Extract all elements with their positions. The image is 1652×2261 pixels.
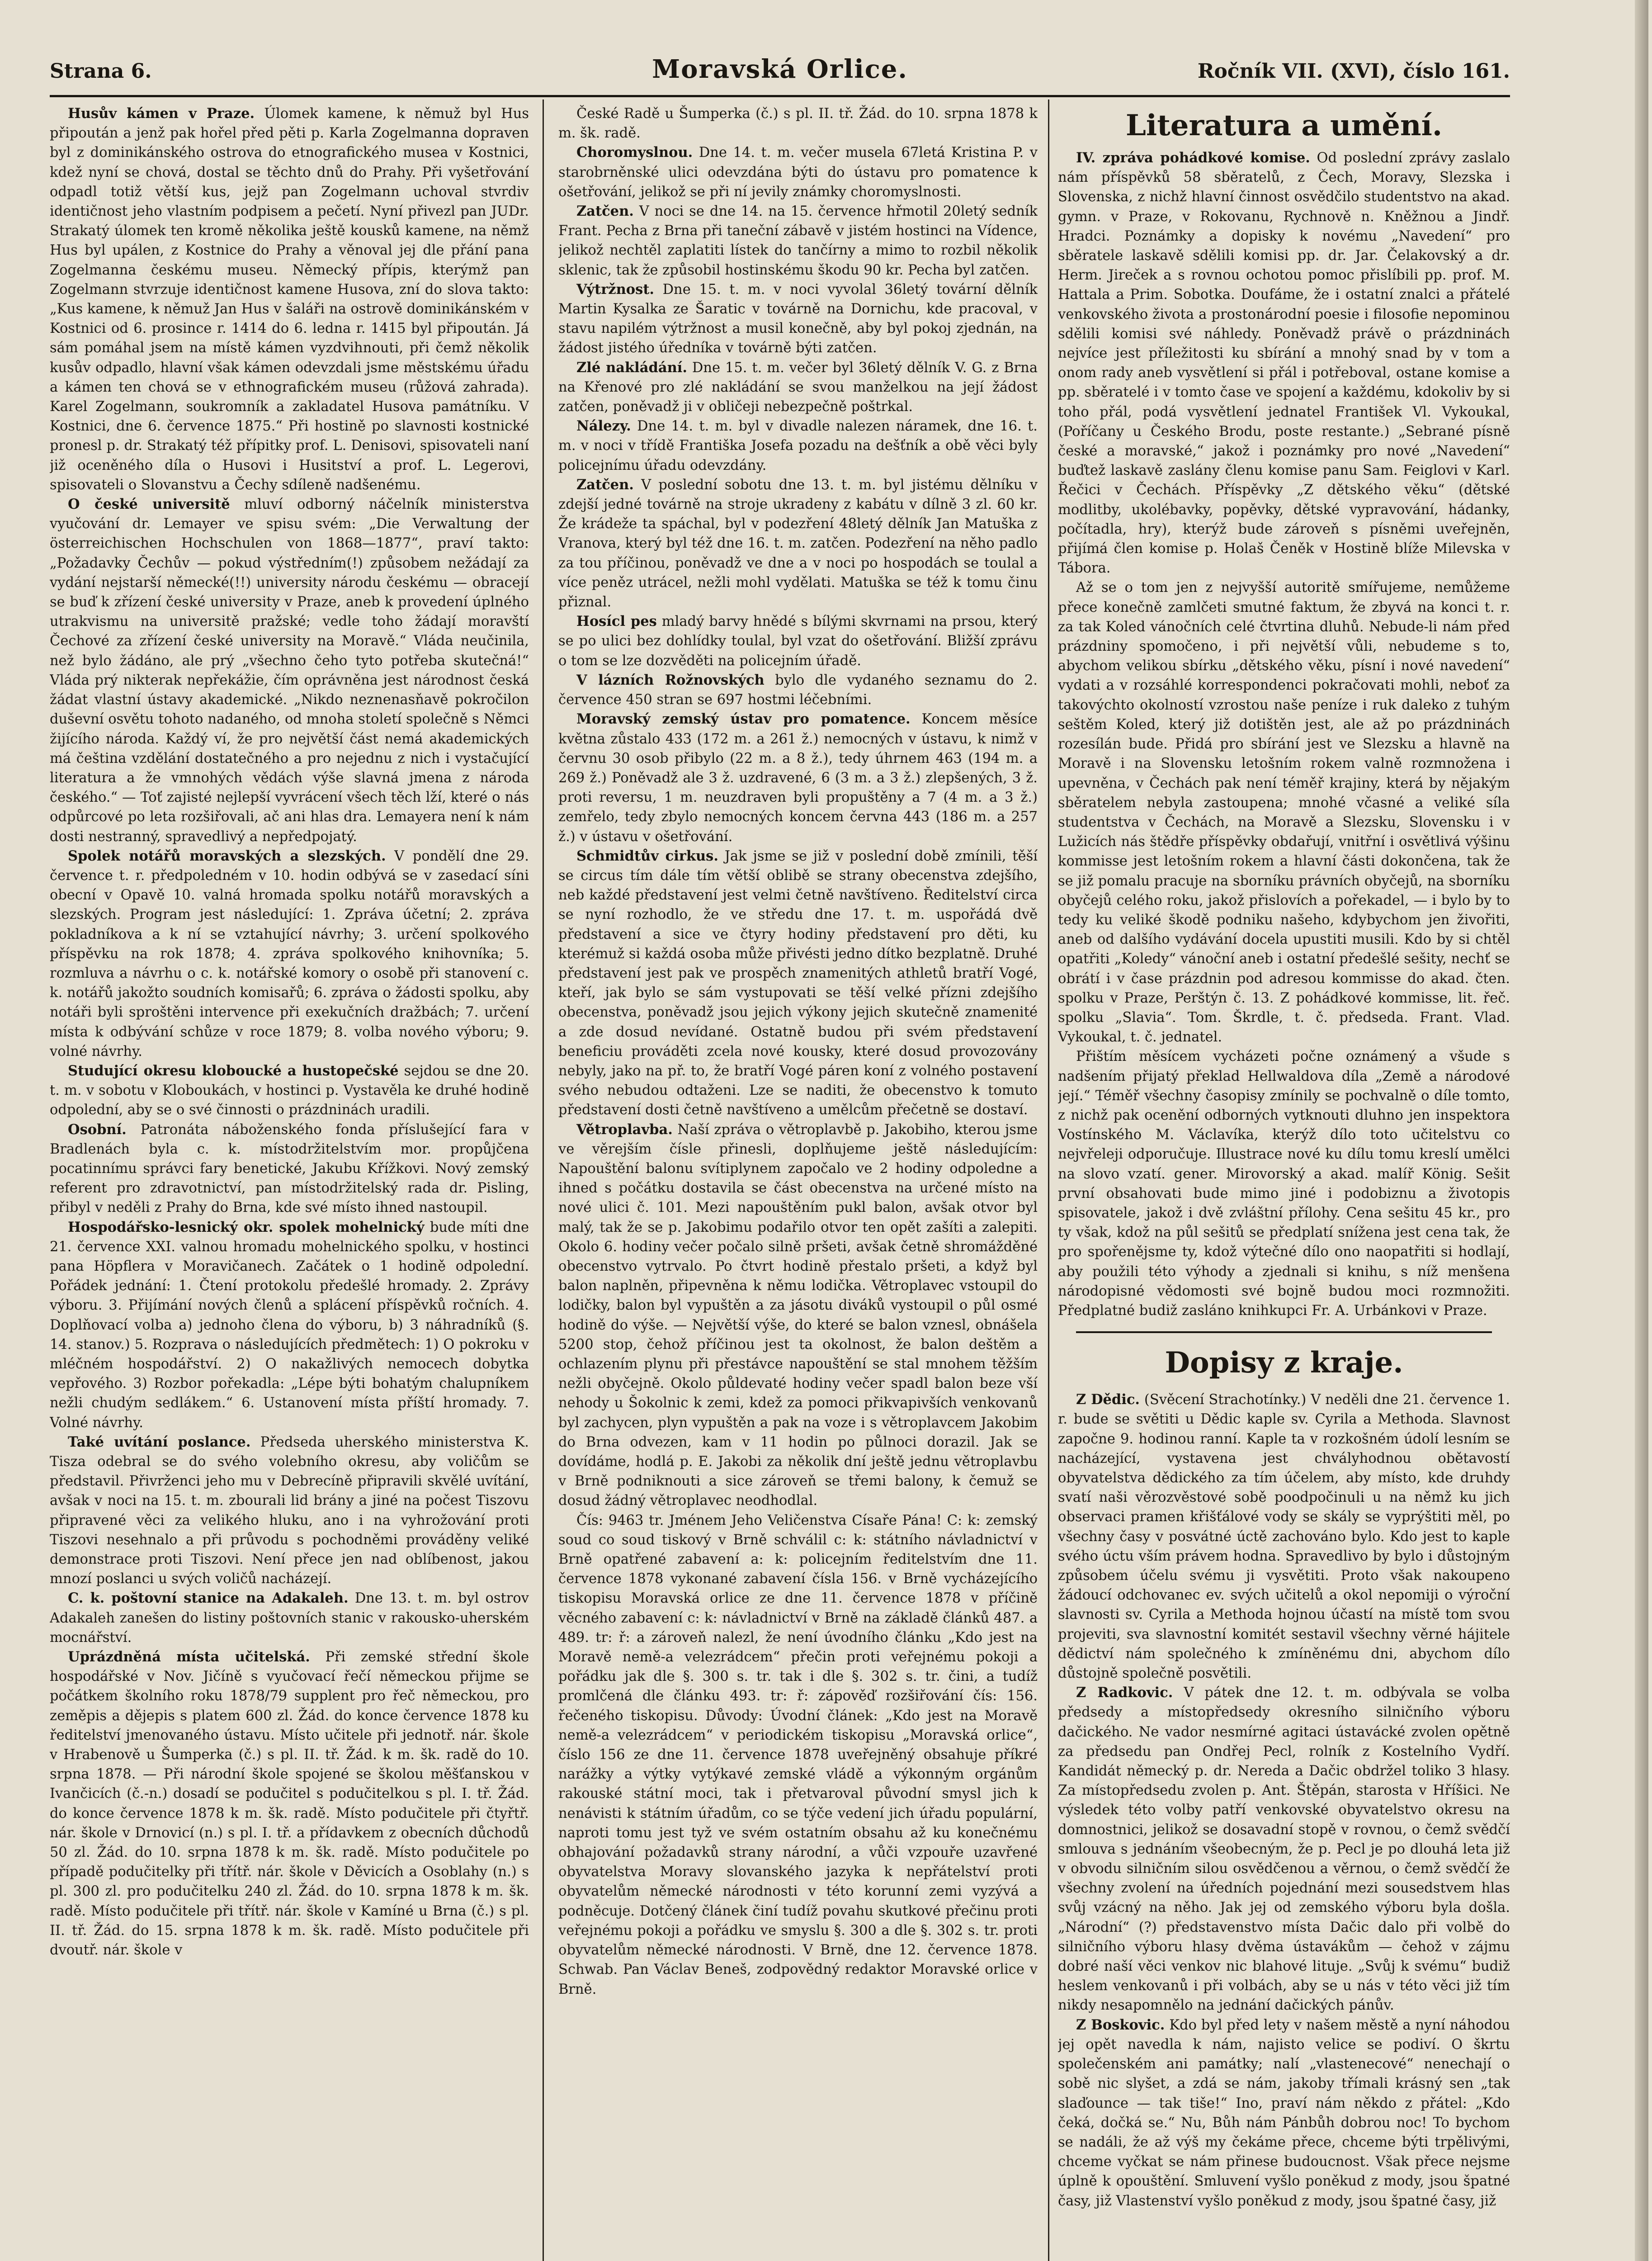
article bbox=[50, 1061, 529, 1120]
article bbox=[558, 710, 1038, 846]
column-2 bbox=[558, 104, 1038, 2261]
article bbox=[50, 1647, 529, 1960]
article-heading: C. k. poštovní stanice na Adakaleh. bbox=[68, 1590, 349, 1607]
column-rule bbox=[1048, 99, 1049, 2261]
article bbox=[1058, 1390, 1510, 1683]
article-heading: Hosícl pes bbox=[576, 613, 657, 630]
article-heading: O české universitě bbox=[68, 496, 230, 513]
article-text: Dne 14. t. m. večer musela 67letá Kristina P. v starobrněnské ulici odevzdána býti do ústavu pro pomatence k ošetřování, jelikož se při ní jevily známky choromyslnosti. bbox=[558, 145, 1038, 200]
article-text: Při zemské střední škole hospodářské v Nov. Jičíně s vyučovací řečí německou přijme se počátkem školního roku 1878/79 supplent pro řeč německou, pro zeměpis a dějepis s platem 600 zl. Žád. do konce července 1878 ku ředitelství jmenovaného ústavu. Místo učitele při jednotř. nár. škole v Hrabenově u Šumperka (č.) s pl. II. tř. Žád. k m. šk. radě do 10. srpna 1878. — Při národní škole spojené se školou měšťanskou v Ivančicích (č.-n.) dosadí se podučitel s podučitelkou s pl. I. tř. Žád. do konce července 1878 k m. šk. radě. Místo podučitele při čtyřtř. nár. škole v Drnovicí (n.) s pl. I. tř. a přídavkem z obecních důchodů 50 zl. Žád. do 10. srpna 1878 k m. šk. radě. Místo podučitele po případě podučitelky při třítř. nár. škole v Děvicích a Osoblahy (n.) s pl. 300 zl. pro podučitelku 240 zl. Žád. do 10. srpna 1878 k m. šk. radě. Místo podučitele při třítř. nár. škole v Kamíné u Brna (č.) s pl. II. tř. Žád. do 15. srpna 1878 k m. šk. radě. Místo podučitele při dvoutř. nár. škole v bbox=[50, 1649, 529, 1958]
article-text: V pátek dne 12. t. m. odbývala se volba předsedy a místopředsedy okresního silničního výboru dačického. Ne vador nesmírné agitaci ústavácké zvolen opětně za předsedu pan Ondřej Pecl, rolník z Kostelního Vydří. Kandidát německý p. dr. Nereda a Dačic obdržel toliko 3 hlasy. Za místopředsedu zvolen p. Ant. Štěpán, starosta v Hříšici. Ne výsledek této volby patří venkovské obyvatelstvo okresu na domnostnici, jelikož se dosavadní stopě v rovnou, o čemž svědčí smlouva s jednáním všeobecným, že p. Pecl je po dlouhá leta již v obvodu silničním silou osvědčenou a věrnou, o čemž svědčí že všechny zvolení na úředních pojednání mezi sousedstvem hlas svůj vzácný na něho. Jak jej od zemského výboru byla došla. „Národní“ (?) představenstvo místa Dačic dalo při volbě do silničního výboru hlasy dvěma ústavákům — čehož v zájmu dobré naší věci venkov nic blahové lituje. „Svůj k svému“ budiž heslem venkovanů i při volbách, aby se u nás v této věci již tím nikdy nesapomnělo na jednání dačických pánův. bbox=[1058, 1685, 1510, 2014]
article-heading: Schmidtův cirkus. bbox=[576, 847, 718, 864]
article bbox=[50, 1433, 529, 1589]
article-text: Od poslední zprávy zaslalo nám příspěvků 58 sběratelů, z Čech, Moravy, Slezska i Slovenska, z nichž hlavní činnost osvědčilo studentstvo na akad. gymn. v Praze, v Rokovanu, Rychnově n. Kněžnou a Jindř. Hradci. Poznámky a dopisky k novému „Navedení“ pro sběratele laskavě sdělili komisi pp. dr. Jar. Čelakovský a dr. Herm. Jireček a s rovnou ochotou pomoc přislíbili pp. prof. M. Hattala a Prim. Sobotka. Doufáme, že i ostatní znalci a přátelé venkovského života a prostonárodní poesie i filosofie nepominou sdělili komisi své náhledy. Poněvadž právě o prázdninách nejvíce jest příležitosti ku sbírání a mnohý snad by v tom a onom rady aneb vysvětlení si přál i potřeboval, ostane komise a pp. sběratelé i v tomto čase ve spojení a každému, kdokoliv by si toho přál, podá vysvětlení jednatel František Vl. Vykoukal, (Poříčany u Českého Brodu, poste restante.) „Sebrané písně české a moravské,“ jakož i poznámky pro nové „Navedení“ buďtež laskavě zaslány členu komise panu Sam. Feiglovi v Karl. Řečici v Čechách. Příspěvky „Z dětského věku“ (dětské modlitby, ukolébavky, popěvky, dětské vypravování, hádanky, počítadla, hry), kterýž bude zároveň s písněmi uveřejněn, přijímá člen komise p. Holaš Čeněk v Hostině blíže Milevska v Tábora. bbox=[1058, 150, 1510, 577]
article bbox=[50, 495, 529, 847]
article bbox=[50, 847, 529, 1061]
article-text: Dne 15. t. m. v noci vyvolal 36letý tovární dělník Martin Kysalka ze Šaratic v továrně na Dornichu, kde pracoval, v stavu napilém výtržnost a musil konečně, aby byl pokoj zjednán, na žádost jistého úředníka v továrně býti zatčen. bbox=[558, 281, 1038, 356]
article bbox=[558, 475, 1038, 612]
article bbox=[50, 104, 529, 495]
article-text: Dne 13. t. m. byl ostrov Adakaleh zanešen do listiny poštovních stanic v rakousko-uherském mocnářství. bbox=[50, 1590, 529, 1646]
article bbox=[558, 671, 1038, 710]
article-text: Jak jsme se již v poslední době zmínili, těší se circus tím dále tím větší oblibě se strany obecenstva zdejšího, neb každé představení jest velmi četně navštíveno. Ředitelství circa se nyní rozhodlo, že ve středu dne 17. t. m. uspořádá dvě představení a sice ve čtyry hodiny představení pro děti, ku kterémuž si každá osoba může přivésti jedno dítko bezplatně. Druhé představení jest pak ve prospěch znamenitých athletů bratří Vogé, kteří, jak bylo se sám vystupovati se těší velké přízni zdejšího obecenstva, poněvadž jsou jejich výkony jejich skutečně znamenité a zde dosud nevídané. Ostatně budou při svém představení beneficiu prováděti zcela nové kousky, které dosud provozovány nebyly, jako na př. to, že bratří Vogé páren koní z volného postavení svého nebudou odtaženi. Lze se naditi, že obecenstvo k tomuto představení dosti četně navštíveno a umělcům přečetně se dostaví. bbox=[558, 848, 1038, 1118]
article-heading: Výtržnost. bbox=[576, 281, 655, 298]
article-heading: Zatčen. bbox=[576, 476, 634, 493]
article-text: Patronáta náboženského fonda příslušející fara v Bradlenách byla c. k. místodržitelstvím mor. propůjčena pocatinnímu správci fary benetické, Jakubu Křížkovi. Nový zemský referent pro zdravotnictví, pan místodržitelský rada dr. Pisling, přibyl v neděli z Prahy do Brna, kde své místo ihned nastoupil. bbox=[50, 1121, 529, 1216]
article bbox=[1058, 2015, 1510, 2211]
article bbox=[50, 1589, 529, 1647]
article-heading: Zlé nakládání. bbox=[576, 359, 687, 376]
article-text: (Svěcení Strachotínky.) V neděli dne 21. července 1. r. bude se světiti u Dědic kaple sv. Cyrila a Methoda. Slavnost započne 9. hodinou ranní. Kaple ta v rozkošném údolí lesním se nacházející, vystavena jest chvályhodnou obětavostí obyvatelstva dědického za tím účelem, aby místo, kde druhdy svatí naši věrozvěstové sobě poodpočinuli u na němž ku jich observaci pramen křišťálové vody se skály se vyprýštiti měl, po všechny časy v posvátné úctě zachováno bylo. Kdo jest to kaple svého úctu vším právem hodna. Spravedlivo by bylo i důstojným způsobem účelu svému ji vysvětiti. Proto však nakoupeno žádoucí odchovanec ev. svých učitelů a okol nepomiji o výroční slavnosti sv. Cyrila a Methoda hojnou účastí na místě tom svou projeviti, sva slavnostní komitét sestavil všechny věrné hájitele dědictví nám společného k zmíněnému dni, abychom dílo důstojně společně posvětili. bbox=[1058, 1392, 1510, 1682]
article-text: České Radě u Šumperka (č.) s pl. II. tř. Žád. do 10. srpna 1878 k m. šk. radě. bbox=[558, 106, 1038, 142]
article bbox=[558, 1120, 1038, 1511]
article-text: Kdo byl před lety v našem městě a nyní náhodou jej opět navedla k nám, najisto velice se podiví. O škrtu společenském ani památky; nalí „vlastenecové“ nenechají o sobě nic slyšet, a zdá se nám, jakoby třímali krásný sen „tak slaďounce — tak tiše!“ Ino, praví nám někdo z přátel: „Kdo čeká, dočká se.“ Nu, Bůh nám Pánbůh dobrou noc! To bychom se nadáli, že až výš my čekáme přece, chceme býti trpělivými, chceme vyčkat se nám přinese budoucnost. Však přece nejsme úplně k opouštění. Smluvení vyšlo poněkud z mody, jsou špatné časy, již Vlastenství vyšlo poněkud z mody, jsou špatné časy, již bbox=[1058, 2017, 1510, 2209]
article bbox=[50, 1218, 529, 1433]
article-text: Dne 14. t. m. byl v divadle nalezen náramek, dne 16. t. m. v noci v třídě Františka Josefa pozadu na dešťník a obě věci byly policejnímu úřadu odevzdány. bbox=[558, 418, 1038, 473]
article bbox=[558, 143, 1038, 202]
article-heading: Studující okresu kloboucké a hustopečské bbox=[68, 1062, 399, 1079]
article-heading: IV. zpráva pohádkové komise. bbox=[1076, 150, 1310, 166]
article bbox=[558, 1511, 1038, 1999]
article-heading: V lázních Rožnovských bbox=[576, 672, 765, 688]
article-text: Naší zpráva o větroplavbě p. Jakobiho, kterou jsme ve věrejším čísle přinesli, doplňujeme ještě následujícím: Napouštění balonu svítiplynem započalo ve 2 hodiny odpoledne a ihned s počátku dostavila se část obecenstva na určené místo na nové ulici č. 101. Mezi napouštěním pukl balon, avšak otvor byl malý, tak že se p. Jakobimu podařilo otvor ten opět zašíti a zalepiti. Okolo 6. hodiny večer počalo silně pršeti, avšak četně shromážděné obecenstvo vytrvalo. Po čtvrt hodině přestalo pršeti, a když byl balon naplněn, připevněna k němu lodička. Větroplavec vstoupil do lodičky, balon byl vypuštěn a za jásotu diváků vystoupil o půl osmé hodině do výše. — Největší výše, do které se balon vznesl, obnášela 5200 stop, čehož příčinou jest ta okolnost, že balon deštěm a ochlazením plynu při přestávce napouštění se stal mnohem těžším nežli obyčejně. Okolo půldevaté hodiny večer spadl balon beze vší nehody u Šokolnic k zemi, kdež za pomoci přikvapivších venkovanů byl zachycen, plyn vypuštěn a pak na voze i s větroplavcem Jakobim do Brna odvezen, kam v 11 hodin po půlnoci dorazil. Jak se dovídáme, hodlá p. E. Jakobi za několik dní ještě jednu větroplavbu v Brně podniknouti a sice zároveň se třemi balony, k čemuž se dosud žádný větroplavec neodhodlal. bbox=[558, 1121, 1038, 1509]
article-heading: Osobní. bbox=[68, 1121, 127, 1138]
section-title: Literatura a umění. bbox=[1125, 109, 1443, 142]
newspaper-title: Moravská Orlice. bbox=[652, 54, 908, 84]
article-heading: Větroplavba. bbox=[576, 1121, 673, 1138]
article-text: V pondělí dne 29. července t. r. předpoledném v 10. hodin odbývá se v zasedací síni obecní v Opavě 10. valná hromada spolku notářů moravských a slezských. Program jest následující: 1. Zpráva účetní; 2. zpráva pokladníkova a k ní se vztahující návrhy; 3. určení spolkového příspěvku na rok 1878; 4. zpráva spolkového knihovníka; 5. rozmluva a návrhu o c. k. notářské komory o osobě při stanovení c. k. notářů jakožto soudních komisařů; 6. zpráva o žádosti spolku, aby notáři byli sproštěni intervence při exekučních dražbách; 7. určení místa k odbývání schůze v roce 1879; 8. volba nového výboru; 9. volné návrhy. bbox=[50, 848, 529, 1060]
article-text: Až se o tom jen z nejvyšší autoritě smířujeme, nemůžeme přece konečně zamlčeti smutné faktum, že zbyvá na konci t. r. za tak Koled vánočních celé čtvrtina dluhů. Nebude-li nám před prázdniny spomočeno, i při největší vůli, nebudeme s to, abychom velikou sbírku „dětského věku, písní i nové navedení“ vydati a v rozsáhlé korrespondenci pokračovati mohli, neboť za takovýchto okolností vzrostou naše peníze i ruk daleko z tuhým seštěm Koled, který již dotištěn jest, ale až po prázdninách rozesílán bude. Přidá pro sbírání jest ve Slezsku a hlavně na Moravě i na Slovensku letošním rokem valně rozmnožena i upevněna, v Čechách pak není téměř krajiny, která by nějakým sběratelem nebyla zastoupena; mnohé včasné a veliké síla studentstva v Čechách, na Moravě a Slezsku, Slovensku i v Lužicích nás štědře příspěvky obdařují, vnitřní i osvětlivá výšinu kommisse jest letošním rokem a hlavní části dokončena, tak že se již pomalu pracuje na sborníku právních obyčejů, na sborníku obyčejů celého roku, jakož přislovích a pořekadel, — i bylo by to tedy ku veliké škodě podniku našeho, kdybychom jen živořiti, aneb od dalšího vydávání docela upustiti musili. Kdo by si chtěl opatřiti „Koledy“ vánoční aneb i ostatní předešlé sešity, nechť se obrátí i v čase prázdnin pod adresou kommisse do akad. čten. spolku v Praze, Perštýn č. 13. Z pohádkové kommisse, lit. řeč. spolku „Slavia“. Tom. Škrdle, t. č. předseda. Frant. Vlad. Vykoukal, t. č. jednatel. bbox=[1058, 580, 1510, 1045]
article-heading: Hospodářsko-lesnický okr. spolek mohelnický bbox=[68, 1219, 425, 1235]
article-text: Úlomek kamene, k němuž byl Hus připoután a jenž pak hořel před pěti p. Karla Zogelmanna dopraven byl z dominikánského ostrova do etnografického musea v Kostnici, kdež nyní se chová, dostal se těchto dnů do Prahy. Při vyšetřování odpadl totiž větší kus, jejž pan Zogelmann uchoval stvrdiv identičnost jeho vlastním podpisem a pečetí. Nyní přivezl pan JUDr. Strakatý úlomek ten kromě několika ještě kousků kamene, na němž Hus byl upálen, z Kostnice do Prahy a věnoval jej dle přání pana Zogelmanna českému museu. Německý přípis, kterýmž pan Zogelmann stvrzuje identičnost kamene Husova, zní do slova takto: „Kus kamene, k němuž Jan Hus v šaláři na ostrově dominikánském v Kostnici od 6. prosince r. 1414 do 6. ledna r. 1415 byl připoután. Já sám pomáhal jsem na místě kámen vyzdvihnouti, při čemž několik kusův odpadlo, hlavní však kámen odevzdali jsme městskému úřadu a kámen ten chová se v ethnografickém museu (růžová zahrada). Karel Zogelmann, soukromník a zakladatel Husova památníku. V Kostnici, dne 6. července 1875.“ Při hostině po slavnosti kostnické pronesl p. dr. Strakatý též přípitky prof. L. Denisovi, spisovateli naní již oceněného díla o Husovi i Husitství a prof. L. Legerovi, spisovateli o Slovanstvu a Čechy sdíleně nadšenému. bbox=[50, 106, 529, 493]
article-text: mladý barvy hnědé s bílými skvrnami na prsou, který se po ulici bez dohlídky toulal, byl vzat do ošetřování. Bližší zprávu o tom se lze dozvěděti na policejním úřadě. bbox=[558, 614, 1038, 669]
article bbox=[1058, 148, 1510, 578]
column-1 bbox=[50, 104, 529, 2261]
section-divider bbox=[1076, 1331, 1492, 1333]
section-title: Dopisy z kraje. bbox=[1165, 1346, 1403, 1380]
article-heading: Také uvítání poslance. bbox=[68, 1433, 251, 1450]
article bbox=[558, 612, 1038, 671]
article-text: bude míti dne 21. července XXI. valnou hromadu mohelnického spolku, v hostinci pana Höpflera v Moravičanech. Začátek o 1 hodině odpolední. Pořádek jednání: 1. Čtení protokolu předešlé hromady. 2. Zprávy výboru. 3. Přijímání nových členů a splácení příspěvků ročních. 4. Doplňovací volba a) jednoho člena do výboru, b) 3 náhradníků (§. 14. stanov.) 5. Rozprava o následujících předmětech: 1) O pokroku v mléčném hospodářství. 2) O nakažlivých nemocech dobytka vepřového. 3) Rozbor pořekadla: „Lépe býti bohatým chalupníkem nežli chudým sedlákem.“ 6. Ustanovení místa příští hromady. 7. Volné návrhy. bbox=[50, 1219, 529, 1431]
article bbox=[558, 202, 1038, 280]
article-heading: Choromyslnou. bbox=[576, 144, 693, 161]
column-3 bbox=[1058, 104, 1510, 2261]
article bbox=[558, 358, 1038, 417]
article-text: bylo dle vydaného seznamu do 2. července 450 stran se 697 hostmi léčebními. bbox=[558, 672, 1038, 708]
article-heading: Z Boskovic. bbox=[1076, 2016, 1165, 2033]
article-text: V noci se dne 14. na 15. července hřmotil 20letý sedník Frant. Pecha z Brna při taneční zábavě v jistém hostinci na Vídence, jelikož nechtěl zaplatiti lístek do tančírny a mimo to rozbil několik sklenic, tak že způsobil hostinskému škodu 90 kr. Pecha byl zatčen. bbox=[558, 203, 1038, 278]
article-heading: Husův kámen v Praze. bbox=[68, 105, 255, 122]
article-heading: Z Dědic. bbox=[1076, 1391, 1140, 1408]
article-text: mluví odborný náčelník ministerstva vyučování dr. Lemayer ve spisu svém: „Die Verwaltung der österreichischen Hochschulen von 1868—1877“, praví takto: „Požadavky Čechův — pokud výstředním(!) způsobem nežádají za vydání nejstarší německé(!!) university národu českému — obracejí se buď k zřízení české university v Praze, aneb k provedení úplného utrakvismu na universitě pražské; vedle toho žádají moravští Čechové za zřízení české university na Moravě.“ Vláda neučinila, než bylo žádáno, ale prý „všechno čeho tyto potřeba skutečná!“ Vláda prý nikterak nepřekážie, čím oprávněna jest národnost česká žádat vlastní ústavy akademické. „Nikdo neznenasňavě pokročilon duševní osvětu tohoto nadaného, od mnoha století společně s Němci žijícího národa. Každý ví, že pro největší část nemá akademických má čeština vzdělání dostatečného a pro nejednu z nich i vystačující literatura a že vmnohých vědách výše slavná jmena z národa českého.“ — Toť zajisté nejlepší vyvrácení všech těch lží, které o nás odpůrcové po leta rozšiřovali, ač ani hlas dra. Lemayera není k nám dosti nestranný, spravedlivý a nepředpojatý. bbox=[50, 497, 529, 845]
page-number: Strana 6. bbox=[50, 60, 152, 83]
article-text: Předseda uherského ministerstva K. Tisza odebral se do svého volebního okresu, aby voličům se představil. Přivrženci jeho mu v Debrecíně připravili skvělé uvítání, avšak v noci na 15. t. m. zbourali lid brány a jiné na počest Tiszovu připravené věci za velikého hluku, ano i na vyhrožování proti Tiszovi nesehnalo a při průvodu s pochodněmi prováděny veliké demonstrace proti Tiszovi. Není přece jen nad oblíbenost, jakou mnozí poslanci u svých voličů nacházejí. bbox=[50, 1434, 529, 1587]
article-text: Čís: 9463 tr. Jménem Jeho Veličenstva Císaře Pána! C: k: zemský soud co soud tiskový v Brně schválil c: k: státního návladnictví v Brně opatřené zabavení a: k: policejním ředitelstvím dne 11. července 1878 vykonané zabavení čísla 156. v Brně vycházejícího tiskopisu Moravská orlice ze dne 11. července 1878 v příčině věcného zabavení c: k: návladnictví v Brně na základě článků 487. a 489. tr: ř: a zároveň nalezl, že není úvodního článku „Kdo jest na Moravě nemě-a velezrádcem“ přečin proti veřejnému pokoji a pořádku jak dle §. 300 s. tr. tak i dle §. 302 s. tr. čini, a tudíž promlčená dle článku 493. tr: ř: zápověď rozšiřování čís: 156. řečeného tiskopisu. Důvody: Úvodní článek: „Kdo jest na Moravě nemě-a velezrádcem“ v periodickém tiskopisu „Moravská orlice“, číslo 156 ze dne 11. července 1878 uveřejněný obsahuje příkré narážky a výtky vytýkavé zemské vládě a výkonným orgánům rakouské státní moci, tak i přetvaroval původní smysl jich k nenávisti k státním úřadům, co se týče vedení jich úřadu populární, naproti tomu jest tyž ve svém ostatním obsahu až ku konečnému obhajování požadavků strany národní, a vůči vzpouře uzavřené obyvatelstva Moravy slovanského jazyka k nepřátelství proti obyvatelům německé národnosti v této korunní zemi vyzývá a podněcuje. Dotčený článek činí tudíž povahu skutkové přečinu proti veřejnému pokoji a pořádku ve smyslu §. 300 a dle §. 302 s. tr. proti obyvatelům německé národnosti. V Brně, dne 12. července 1878. Schwab. Pan Václav Beneš, zodpovědný redaktor Moravské orlice v Brně. bbox=[558, 1512, 1038, 1997]
article-text: Přištím měsícem vycházeti počne oznámený a všude s nadšením přijatý překlad Hellwaldova díla „Země a národové její.“ Téměř všechny časopisy zmínily se pochvalně o díle tomto, z nichž pak ocenění odborných vytknouti dluhno jen inspektora Vostínského M. Václavíka, kterýž dílo toto učitelstvu co nejvřeleji odporučuje. Illustrace nové ku dílu tomu kreslí umělci na slovo vzatí. gener. Mirovorský a akad. malíř König. Sešit první obsahovati bude mimo jiné i podobiznu a životopis spisovatele, jakož i dvě zvláštní přílohy. Cena sešitu 45 kr., pro ty však, kdož na půl sešitů se předplatí snížena jest cena tak, že pro spořenějsme ty, kdož výtečné dílo ono naopatřiti si hodlají, aby použili této výhody a zjednali si knihu, s níž menšena národopisné vědomosti své bojně budou moci rozmnožiti. Předplatné budiž zasláno knihkupci Fr. A. Urbánkovi v Praze. bbox=[1058, 1049, 1510, 1319]
article-heading: Uprázdněná místa učitelská. bbox=[68, 1649, 310, 1665]
article bbox=[558, 280, 1038, 358]
article-heading: Nálezy. bbox=[576, 418, 631, 435]
article bbox=[1058, 1683, 1510, 2015]
article bbox=[1058, 1047, 1510, 1320]
article-text: sejdou se dne 20. t. m. v sobotu v Kloboukách, v hostinci p. Vystavěla ke druhé hodině odpolední, aby se o své činnosti o prázdninách uradili. bbox=[50, 1063, 529, 1118]
scan-edge bbox=[1635, 0, 1648, 2261]
article-text: Koncem měsíce května zůstalo 433 (172 m. a 261 ž.) nemocných v ústavu, k nimž v červnu 30 osob přibylo (22 m. a 8 ž.), tedy úhrnem 463 (194 m. a 269 ž.) Poněvadž ale 3 ž. uzdravené, 6 (3 m. a 3 ž.) zlepšených, 3 ž. proti reversu, 1 m. neuzdraven byli propuštěny a 7 (4 m. a 3 ž.) zemřelo, tedy zbylo nemocných koncem června 443 (186 m. a 257 ž.) v ústavu v ošetřování. bbox=[558, 711, 1038, 845]
article-heading: Spolek notářů moravských a slezských. bbox=[68, 847, 386, 864]
article bbox=[558, 416, 1038, 475]
article-heading: Z Radkovic. bbox=[1076, 1684, 1173, 1701]
column-rule bbox=[543, 99, 544, 2261]
article bbox=[1058, 578, 1510, 1047]
page-header bbox=[50, 54, 1510, 97]
article-heading: Moravský zemský ústav pro pomatence. bbox=[576, 711, 911, 728]
article-text: Dne 15. t. m. večer byl 36letý dělník V. G. z Brna na Křenové pro zlé nakládání se svou manželkou na její žádost zatčen, poněvadž ji v obličeji nebezpečně poštrkal. bbox=[558, 359, 1038, 415]
article bbox=[558, 847, 1038, 1120]
issue-info: Ročník VII. (XVI), číslo 161. bbox=[1197, 60, 1510, 83]
article-text: V poslední sobotu dne 13. t. m. byl jistému dělníku v zdejší jedné továrně na stroje ukradeny z kabátu v dílně 3 zl. 60 kr. Že krádeže ta spáchal, byl v podezření 48letý dělník Jan Matuška z Vranova, který byl též dne 16. t. m. zatčen. Podezření na něho padlo za tou příčinou, poněvadž ve dne a v noci po hospodách se toulal a více peněz utrácel, nežli mohl vydělati. Matuška se též k tomu činu přiznal. bbox=[558, 477, 1038, 610]
article bbox=[50, 1120, 529, 1218]
article bbox=[558, 104, 1038, 143]
article-heading: Zatčen. bbox=[576, 203, 634, 220]
